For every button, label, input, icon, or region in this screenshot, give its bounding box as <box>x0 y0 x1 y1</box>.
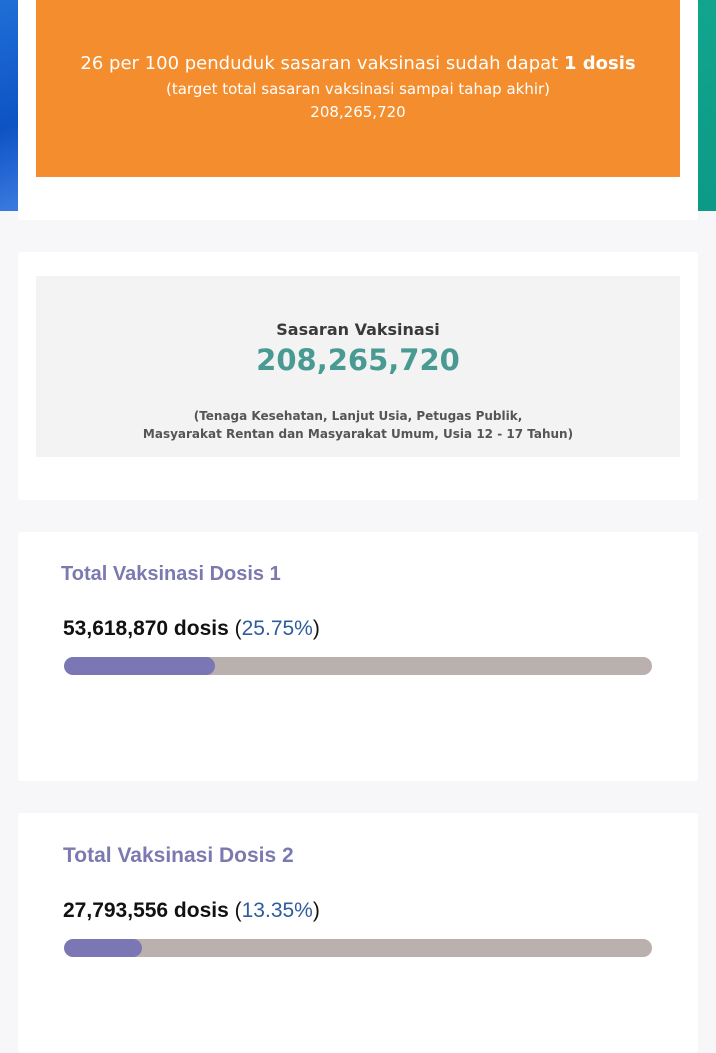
dose2-progress-fill <box>64 939 142 957</box>
dose2-percent: 13.35% <box>241 899 313 922</box>
dose2-title: Total Vaksinasi Dosis 2 <box>63 844 294 867</box>
vaccination-summary-banner <box>36 0 680 177</box>
dose2-paren-close: ) <box>312 899 320 922</box>
dose1-count: 53,618,870 dosis <box>63 617 229 640</box>
dose1-paren-close: ) <box>312 617 320 640</box>
dose1-paren-open: ( <box>228 617 242 640</box>
target-box <box>36 276 680 457</box>
target-value: 208,265,720 <box>256 343 460 377</box>
right-edge-accent <box>698 0 716 211</box>
dose2-count: 27,793,556 dosis <box>63 899 229 922</box>
target-label: Sasaran Vaksinasi <box>276 320 440 339</box>
dose2-value <box>63 899 320 923</box>
banner-headline <box>36 53 680 74</box>
target-note <box>36 407 680 443</box>
target-note-line1: (Tenaga Kesehatan, Lanjut Usia, Petugas Publik, <box>193 409 523 423</box>
banner-subtitle: (target total sasaran vaksinasi sampai tahap akhir) <box>165 80 551 98</box>
dose2-progress-bar <box>64 939 652 957</box>
target-card <box>18 252 698 500</box>
banner-headline-text: 26 per 100 penduduk sasaran vaksinasi sudah dapat <box>80 53 564 74</box>
dose1-progress-bar <box>64 657 652 675</box>
dose2-card <box>18 813 698 1053</box>
dose1-progress-fill <box>64 657 215 675</box>
dose1-card <box>18 532 698 781</box>
summary-card <box>18 0 698 220</box>
banner-total: 208,265,720 <box>310 103 406 121</box>
left-edge-accent <box>0 0 18 211</box>
target-note-line2: Masyarakat Rentan dan Masyarakat Umum, Usia 12 - 17 Tahun) <box>142 427 574 441</box>
dose1-title: Total Vaksinasi Dosis 1 <box>61 563 281 585</box>
dose1-value <box>63 617 320 641</box>
dose2-paren-open: ( <box>228 899 242 922</box>
banner-headline-bold: 1 dosis <box>563 53 636 74</box>
dose1-percent: 25.75% <box>241 617 313 640</box>
